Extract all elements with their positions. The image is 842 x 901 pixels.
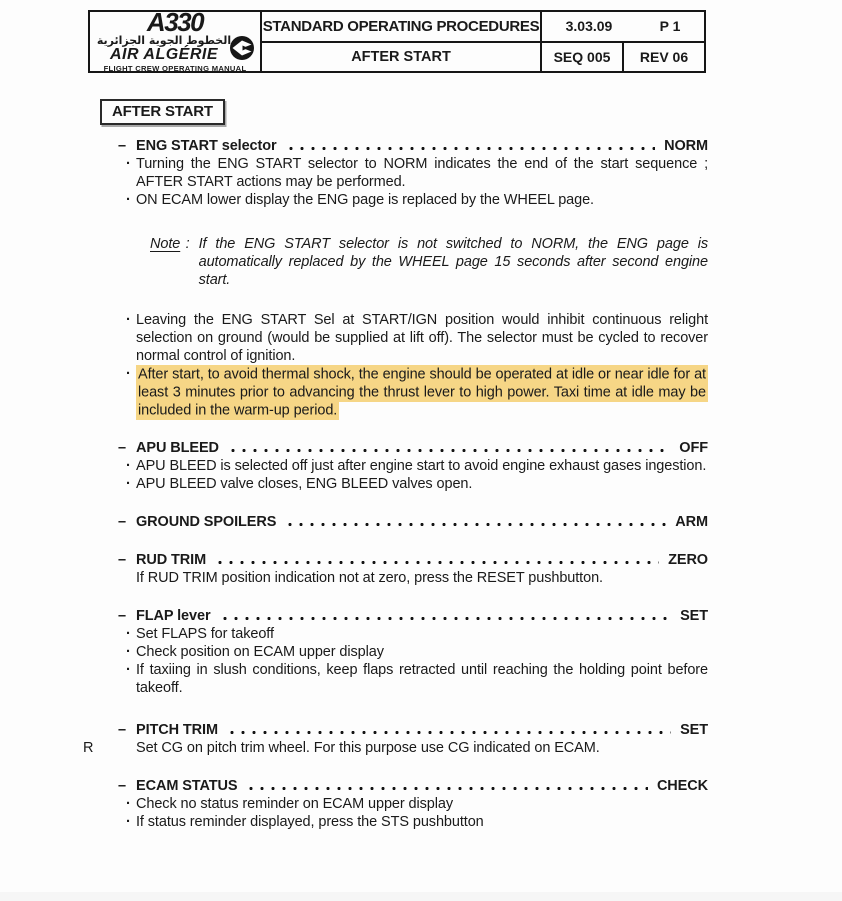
checklist-item-ground-spoilers <box>136 513 708 531</box>
page-heading-box: AFTER START <box>100 99 225 125</box>
item-head <box>136 721 708 739</box>
item-head <box>136 513 708 531</box>
sequence-number: SEQ 005 <box>542 43 624 72</box>
page-bottom-edge <box>0 892 842 901</box>
dot-leader <box>228 447 670 454</box>
item-value: ARM <box>675 514 708 530</box>
airline-name: AIR ALGÉRIE <box>109 45 219 63</box>
note-text: If the ENG START selector is not switched to NORM, the ENG page is automatically replaced by the WHEEL page 15 seconds after second engine start. <box>198 236 708 288</box>
item-label: – ECAM STATUS <box>136 778 238 794</box>
item-value: SET <box>680 608 708 624</box>
item-label: – RUD TRIM <box>136 552 207 568</box>
airline-name-arabic: الخطوط الجوية الجزائرية <box>96 33 232 47</box>
checklist-item-ecam-status <box>136 777 708 831</box>
revision-mark: R <box>83 740 94 756</box>
item-head <box>136 607 708 625</box>
checklist-item-rud-trim <box>136 551 708 587</box>
aircraft-model: A330 <box>146 6 204 37</box>
checklist-item-pitch-trim <box>83 721 708 757</box>
air-algerie-logo-icon <box>229 35 255 61</box>
item-bullet-highlighted <box>136 365 708 419</box>
item-value: OFF <box>679 440 708 456</box>
document-title: STANDARD OPERATING PROCEDURES <box>262 12 540 43</box>
item-value: SET <box>680 722 708 738</box>
checklist <box>83 137 708 851</box>
manual-title: FLIGHT CREW OPERATING MANUAL <box>103 64 247 74</box>
checklist-item-flap-lever <box>136 607 708 697</box>
item-label: – ENG START selector <box>136 138 277 154</box>
note-label: Note : <box>150 236 190 252</box>
header-ref-cell <box>542 12 704 71</box>
item-text: If RUD TRIM position indication not at zero, press the RESET pushbutton. <box>136 570 603 586</box>
item-bullet: · APU BLEED valve closes, ENG BLEED valves open. <box>136 475 708 493</box>
item-bullet: · If status reminder displayed, press the STS pushbutton <box>136 813 708 831</box>
dot-leader <box>215 559 659 566</box>
page-number: P 1 <box>659 18 681 35</box>
airline-logo-block <box>90 6 262 74</box>
dot-leader <box>246 785 647 792</box>
section-title: AFTER START <box>351 48 451 65</box>
item-bullet: · If taxiing in slush conditions, keep flaps retracted until reaching the holding point before takeoff. <box>136 661 708 697</box>
item-bullet: · Check no status reminder on ECAM upper display <box>136 795 708 813</box>
header-ref-top-row <box>542 12 704 43</box>
dot-leader <box>285 521 666 528</box>
header-ref-bottom-row <box>542 43 704 72</box>
item-head <box>136 439 708 457</box>
header-title-cell <box>262 12 542 71</box>
dot-leader <box>220 615 672 622</box>
item-value: ZERO <box>668 552 708 568</box>
checklist-item-eng-start-selector <box>136 137 708 419</box>
item-label: – GROUND SPOILERS <box>136 514 277 530</box>
item-head <box>136 551 708 569</box>
item-label: – PITCH TRIM <box>136 722 218 738</box>
highlighted-text: After start, to avoid thermal shock, the engine should be operated at idle or near idle for at least 3 minutes prior to advancing the thrust lever to high power. Taxi time at idle may be included in the warm-up period. <box>138 366 706 418</box>
revision-number: REV 06 <box>639 48 689 65</box>
page-header <box>88 6 706 74</box>
item-label: – APU BLEED <box>136 440 219 456</box>
item-bullet: · Check position on ECAM upper display <box>136 643 708 661</box>
chapter-number: 3.03.09 <box>565 18 613 35</box>
dot-leader <box>286 145 656 152</box>
item-bullet: · APU BLEED is selected off just after engine start to avoid engine exhaust gases ingestion. <box>136 457 708 475</box>
dot-leader <box>227 729 671 736</box>
item-bullet: · Leaving the ENG START Sel at START/IGN position would inhibit continuous relight selection on ground (would be supplied at lift off). The selector must be cycled to recover normal control of ignition. <box>136 311 708 365</box>
item-label: – FLAP lever <box>136 608 211 624</box>
item-bullet: · ON ECAM lower display the ENG page is replaced by the WHEEL page. <box>136 191 708 209</box>
item-bullet: · Set FLAPS for takeoff <box>136 625 708 643</box>
checklist-item-apu-bleed <box>136 439 708 493</box>
item-value: CHECK <box>656 778 708 794</box>
item-head <box>136 777 708 795</box>
note <box>150 235 708 289</box>
item-text: Set CG on pitch trim wheel. For this purpose use CG indicated on ECAM. <box>136 740 600 756</box>
item-head <box>136 137 708 155</box>
item-value: NORM <box>664 138 708 154</box>
item-bullet: · Turning the ENG START selector to NORM indicates the end of the start sequence ; AFTER START actions may be performed. <box>136 155 708 191</box>
